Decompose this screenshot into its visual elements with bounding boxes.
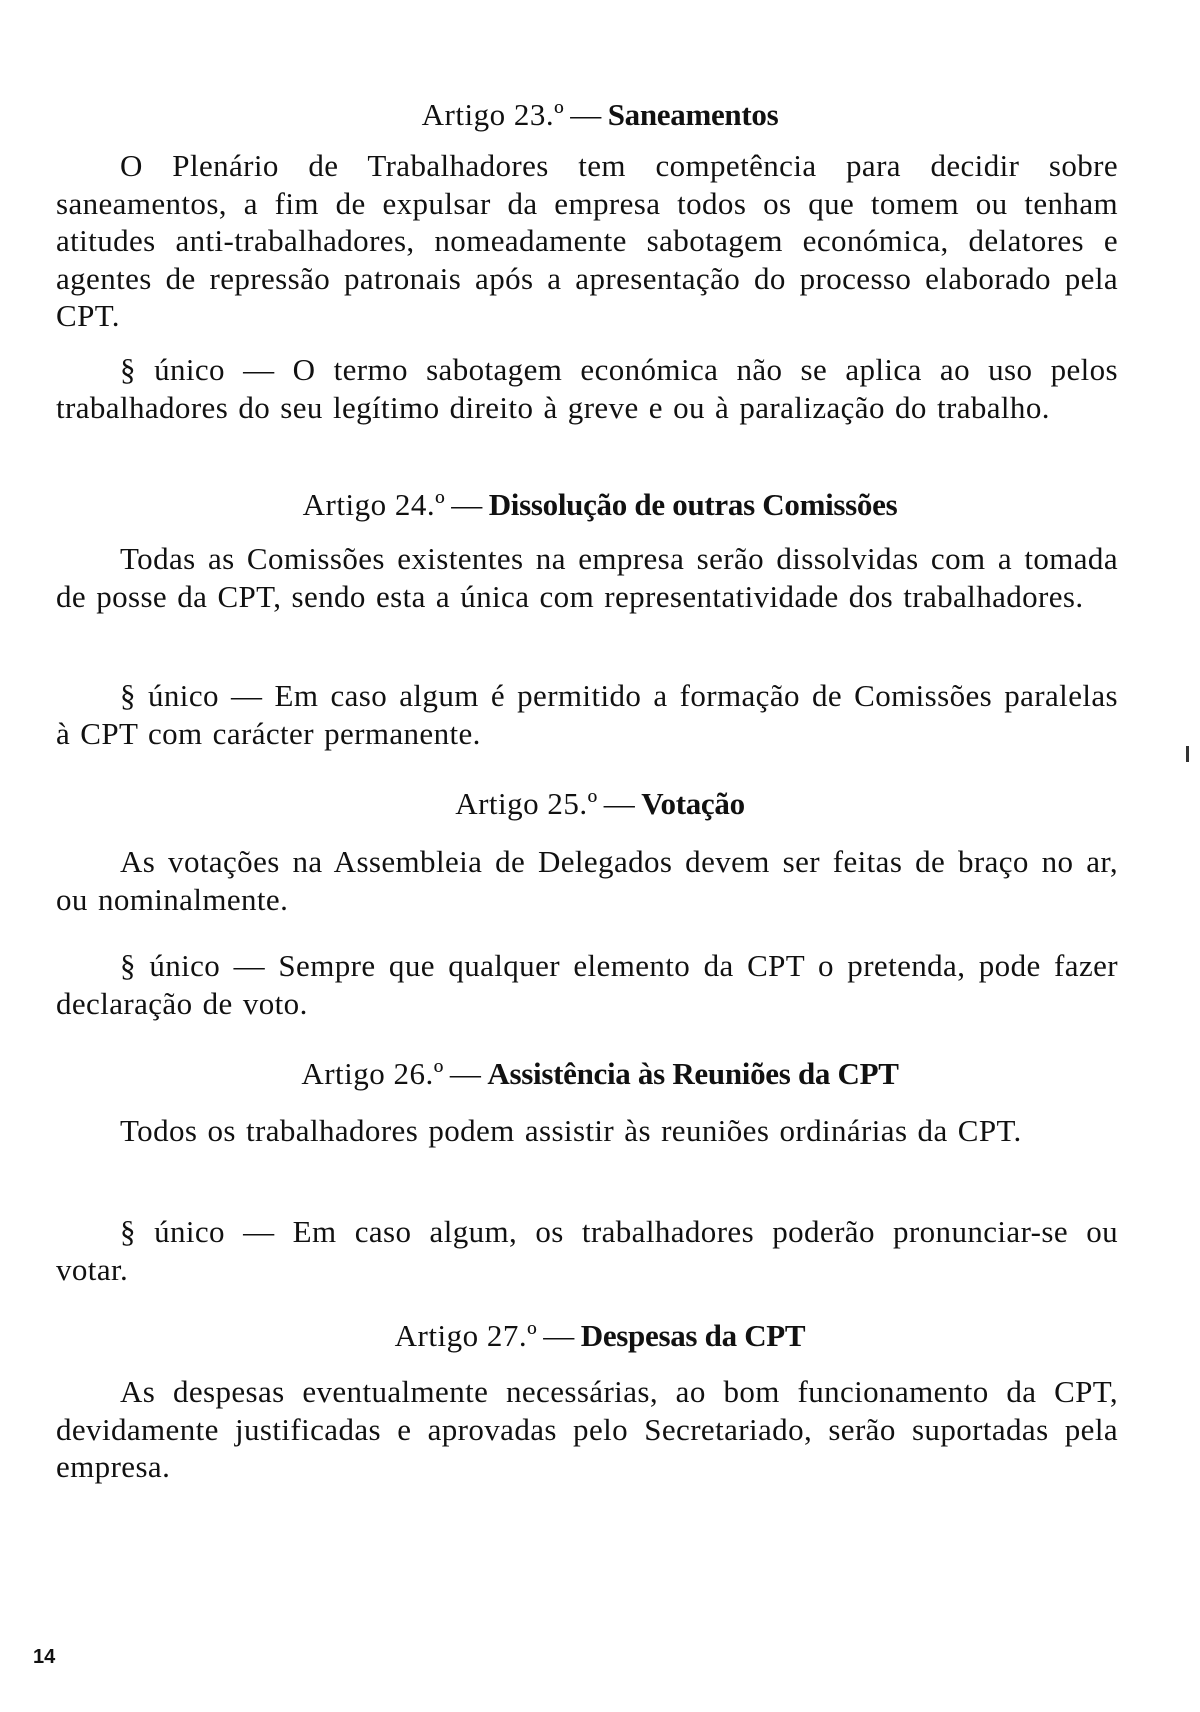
article-title: Dissolução de outras Comissões — [488, 487, 898, 522]
article-body: Todos os trabalhadores podem assistir às reuniões ordinárias da CPT. — [120, 1113, 1022, 1148]
article-body: As despesas eventualmente necessárias, ao bom funcionamento da CPT, devidamente justificadas e aprovadas pelo Secretariado, serão suportadas pela empresa. — [56, 1374, 1118, 1484]
margin-mark — [1186, 746, 1189, 762]
article-paragraph: § único — Sempre que qualquer elemento da CPT o pretenda, pode fazer declaração de voto. — [56, 948, 1118, 1021]
article-body: Todas as Comissões existentes na empresa serão dissolvidas com a tomada de posse da CPT, sendo esta a única com representatividade dos trabalhadores. — [56, 541, 1118, 614]
article-number: Artigo 27.º — [394, 1318, 538, 1353]
article-body: As votações na Assembleia de Delegados devem ser feitas de braço no ar, ou nominalmente. — [56, 844, 1118, 917]
article-title: Votação — [641, 786, 745, 821]
article-heading: Artigo 24.º — Dissolução de outras Comissões — [302, 487, 898, 522]
article-title: Assistência às Reuniões da CPT — [487, 1056, 899, 1091]
article-paragraph: § único — O termo sabotagem económica não se aplica ao uso pelos trabalhadores do seu legítimo direito à greve e ou à paralização do trabalho. — [56, 352, 1118, 425]
article-heading: Artigo 27.º — Despesas da CPT — [394, 1318, 806, 1353]
article-paragraph: § único — Em caso algum é permitido a formação de Comissões paralelas à CPT com carácter permanente. — [56, 678, 1118, 751]
article-title: Saneamentos — [607, 97, 779, 132]
page-number: 14 — [33, 1646, 56, 1668]
article-body: O Plenário de Trabalhadores tem competência para decidir sobre saneamentos, a fim de expulsar da empresa todos os que tomem ou tenham atitudes anti-trabalhadores, nomeadamente sabotagem económica, delatores e agentes de repressão patronais após a apresentação do processo elaborado pela CPT. — [56, 148, 1118, 333]
article-heading: Artigo 25.º — Votação — [455, 786, 745, 821]
article-number: Artigo 26.º — [301, 1056, 444, 1091]
article-number: Artigo 24.º — [302, 487, 446, 522]
article-heading: Artigo 23.º — Saneamentos — [421, 97, 779, 132]
article-number: Artigo 23.º — [421, 97, 565, 132]
article-title: Despesas da CPT — [580, 1318, 806, 1353]
article-heading: Artigo 26.º — Assistência às Reuniões da CPT — [301, 1056, 899, 1091]
article-paragraph: § único — Em caso algum, os trabalhadores poderão pronunciar-se ou votar. — [56, 1214, 1118, 1287]
article-number: Artigo 25.º — [455, 786, 598, 821]
